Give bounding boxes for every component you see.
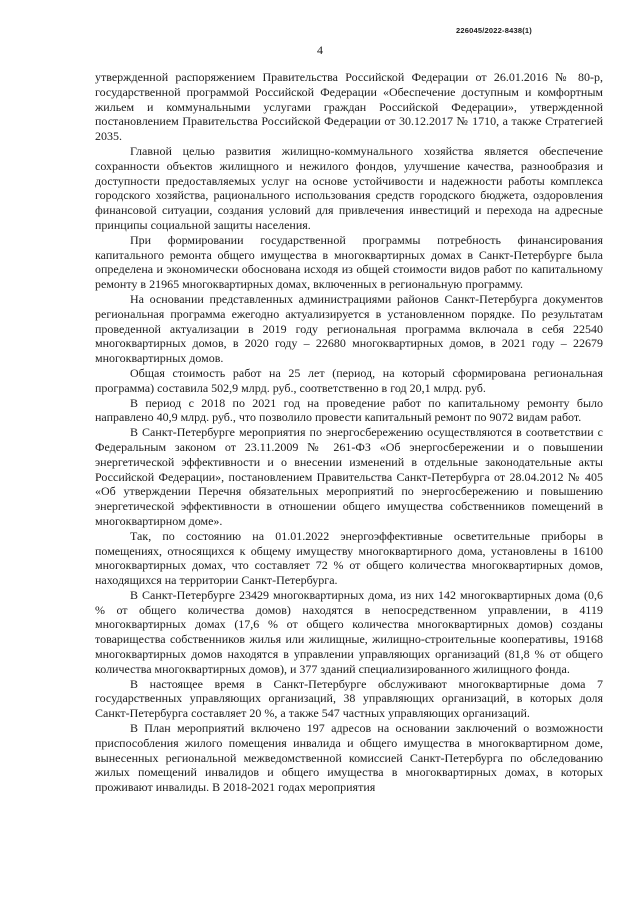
paragraph: Общая стоимость работ на 25 лет (период, на который сформирована региональная программа) составила 502,9 млрд. руб., соответственно в год 20,1 млрд. руб. (95, 365, 603, 395)
paragraph: В настоящее время в Санкт-Петербурге обслуживают многоквартирные дома 7 государственных управляющих организаций, 38 управляющих организаций, в которых доля Санкт-Петербурга составляет 20 %, а также 547 частных управляющих организаций. (95, 676, 603, 721)
paragraph: В Санкт-Петербурге мероприятия по энергосбережению осуществляются в соответствии с Федеральным законом от 23.11.2009 № 261-ФЗ «Об энергосбережении и о повышении энергетической эффективности и о внесении изменений в отдельные законодательные акты Российской Федерации», постановлением Правительства Санкт-Петербурга от 28.04.2012 № 405 «Об утверждении Перечня обязательных мероприятий по энергосбережению и повышению энергетической эффективности в отношении общего имущества собственников помещений в многоквартирном доме». (95, 425, 603, 528)
paragraph: В План мероприятий включено 197 адресов на основании заключений о возможности приспособления жилого помещения инвалида и общего имущества в многоквартирном доме, вынесенных региональной межведомственной комиссией Санкт-Петербурга по обследованию жилых помещений инвалидов и общего имущества в многоквартирных домах, в которых проживают инвалиды. В 2018-2021 годах мероприятия (95, 721, 603, 795)
paragraph: В Санкт-Петербурге 23429 многоквартирных дома, из них 142 многоквартирных дома (0,6 % от общего количества домов) находятся в непосредственном управлении, в 4119 многоквартирных домах (17,6 % от общего количества многоквартирных домов) созданы товарищества собственников жилья или жилищные, жилищно-строительные кооперативы, 19168 многоквартирных домов находятся в управлении управляющих организаций (81,8 % от общего количества многоквартирных домов), и 377 зданий специализированного жилищного фонда. (95, 587, 603, 676)
document-body (95, 70, 603, 795)
paragraph: В период с 2018 по 2021 год на проведение работ по капитальному ремонту было направлено 40,9 млрд. руб., что позволило провести капитальный ремонт по 9072 видам работ. (95, 395, 603, 425)
document-id: 226045/2022-8438(1) (456, 26, 532, 35)
paragraph: Так, по состоянию на 01.01.2022 энергоэффективные осветительные приборы в помещениях, относящихся к общему имуществу многоквартирного дома, установлены в 16100 многоквартирных домах, что составляет 72 % от общего количества многоквартирных домов, находящихся на территории Санкт-Петербурга. (95, 528, 603, 588)
paragraph: При формировании государственной программы потребность финансирования капитального ремонта общего имущества в многоквартирных домах в Санкт-Петербурге была определена и экономически обоснована исходя из общей стоимости видов работ по капитальному ремонту в 21965 многоквартирных домах, включенных в региональную программу. (95, 232, 603, 292)
page-number: 4 (317, 43, 323, 57)
paragraph: Главной целью развития жилищно-коммунального хозяйства является обеспечение сохранности объектов жилищного и нежилого фондов, улучшение качества, разнообразия и доступности предоставляемых услуг на основе устойчивости и надежности работы комплекса городского хозяйства, рационального использования средств городского бюджета, оздоровления финансовой ситуации, создания условий для привлечения инвестиций и перехода на адресные принципы социальной защиты населения. (95, 143, 603, 232)
paragraph: На основании представленных администрациями районов Санкт-Петербурга документов региональная программа ежегодно актуализируется в установленном порядке. По результатам проведенной актуализации в 2019 году региональная программа включала в себя 22540 многоквартирных домов, в 2020 году – 22680 многоквартирных домов, в 2021 году – 22679 многоквартирных домов. (95, 291, 603, 366)
paragraph-continuation: утвержденной распоряжением Правительства Российской Федерации от 26.01.2016 № 80-р, государственной программой Российской Федерации «Обеспечение доступным и комфортным жильем и коммунальными услугами граждан Российской Федерации», утвержденной постановлением Правительства Российской Федерации от 30.12.2017 № 1710, а также Стратегией 2035. (95, 70, 603, 144)
